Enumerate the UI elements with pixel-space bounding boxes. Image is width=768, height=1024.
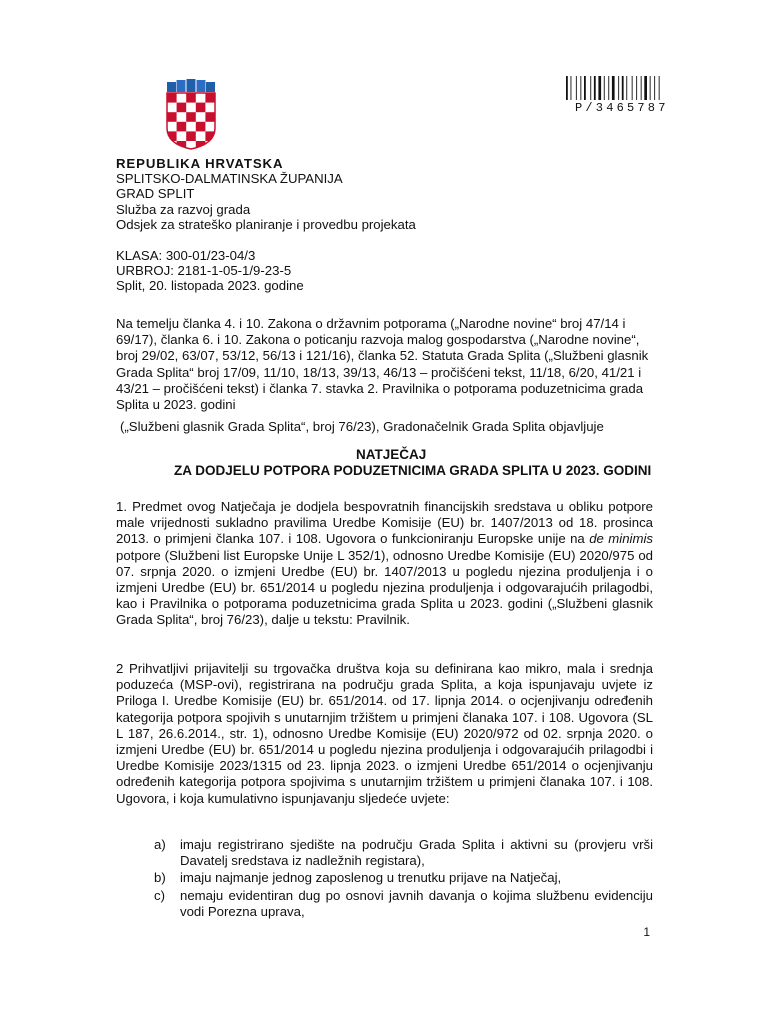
intro-paragraph: Na temelju članka 4. i 10. Zakona o državnim potporama („Narodne novine“ broj 47/14 i 69/17), članka 6. i 10. Zakona o poticanju razvoja malog gospodarstva („Narodne novine“, broj 29/02, 63/07, 53/12, 56/13 i 121/16), članka 52. Statuta Grada Splita („Službeni glasnik Grada Splita“ broj 17/09, 11/10, 18/13, 39/13, 46/13 – pročišćeni tekst, 11/18, 6/20, 41/21 i 43/21 – pročišćeni tekst) i članka 7. stavka 2. Pravilnika o potporama poduzetnicima grada Splita u 2023. godini <box>116 316 649 413</box>
list-marker: c) <box>154 887 165 903</box>
list-marker: a) <box>154 837 166 852</box>
service-name: Služba za razvoj grada <box>116 201 251 217</box>
title-line-2: ZA DODJELU POTPORA PODUZETNICIMA GRADA SPLITA U 2023. GODINI <box>174 463 652 478</box>
list-item-text: imaju registrirano sjedište na području Grada Splita i aktivni su (provjeru vrši Davatelj sredstava iz nadležnih registara), <box>180 837 653 869</box>
section-1-text-b: potpore (Službeni list Europske Unije L 352/1), odnosno Uredbe Komisije (EU) 2020/975 od 07. srpnja 2020. o izmjeni Uredbe (EU) br. 1407/2013 u pogledu njezina produljenja i o izmjeni Uredbe (EU) br. 651/2014 u pogledu njezina produljenja i odgovarajućih prilagodbi, kao i Pravilnika o potporama poduzetnicima grada Splita u 2023. godini („Službeni glasnik Grada Splita“, broj 76/23), dalje u tekstu: Pravilnik. <box>116 547 653 628</box>
list-item-text: nemaju evidentiran dug po osnovi javnih davanja o kojima službenu evidenciju vodi Porezna uprava, <box>180 887 653 919</box>
department-name: Odsjek za strateško planiranje i provedbu projekata <box>116 216 416 232</box>
list-item <box>154 888 653 920</box>
section-1-text-a: 1. Predmet ovog Natječaja je dodjela bespovratnih financijskih sredstava u obliku potpore male vrijednosti sukladno pravilima Uredbe Komisije (EU) br. 1407/2013 od 18. prosinca 2013. o primjeni članka 107. i 108. Ugovora o funkcioniranju Europske unije na <box>116 499 653 547</box>
urbroj: URBROJ: 2181-1-05-1/9-23-5 <box>116 263 292 279</box>
barcode-number: P/3465787 <box>575 101 669 115</box>
section-2-paragraph: 2 Prihvatljivi prijavitelji su trgovačka društva koja su definirana kao mikro, mala i srednja poduzeća (MSP-ovi), registrirana na području grada Splita, a koja ispunjavaju uvjete iz Priloga I. Uredbe Komisije (EU) br. 651/2014. od 17. lipnja 2014. o ocjenjivanju određenih kategorija potpora spojivih s unutarnjim tržištem u primjeni članaka 107. i 108. Ugovora (SL L 187, 26.6.2014., str. 1), odnosno Uredbe Komisije (EU) 2020/972 od 02. srpnja 2020. o izmjeni Uredbe (EU) br. 651/2014 u pogledu njezina produljenja i odgovarajućih prilagodbi i Uredbe Komisije 2023/1315 od 23. lipnja 2023. o izmjeni Uredbe 651/2014 o ocjenjivanju određenih kategorija potpora spojivima s unutarnjim tržištem u primjeni članaka 107. i 108. Ugovora, i koja kumulativno ispunjavanju sljedeće uvjete: <box>116 661 653 806</box>
county-name: SPLITSKO-DALMATINSKA ŽUPANIJA <box>116 171 343 187</box>
page-number: 1 <box>643 925 650 939</box>
republic-name: REPUBLIKA HRVATSKA <box>116 156 284 171</box>
list-marker: b) <box>154 870 166 886</box>
list-item <box>154 870 653 886</box>
place-date: Split, 20. listopada 2023. godine <box>116 278 304 294</box>
list-item-text: imaju najmanje jednog zaposlenog u trenutku prijave na Natječaj, <box>180 870 562 886</box>
coat-of-arms-icon <box>165 78 217 150</box>
section-1-paragraph <box>116 499 653 629</box>
letterhead <box>116 156 416 232</box>
reference-block <box>116 248 304 294</box>
list-item <box>154 837 653 869</box>
klasa: KLASA: 300-01/23-04/3 <box>116 248 256 263</box>
title-line-1: NATJEČAJ <box>356 447 427 462</box>
section-1-italic: de minimis <box>589 531 653 547</box>
conditions-list <box>154 837 653 921</box>
intro-continuation: („Službeni glasnik Grada Splita“, broj 76/23), Gradonačelnik Grada Splita objavljuje <box>120 419 604 434</box>
city-name: GRAD SPLIT <box>116 186 195 202</box>
